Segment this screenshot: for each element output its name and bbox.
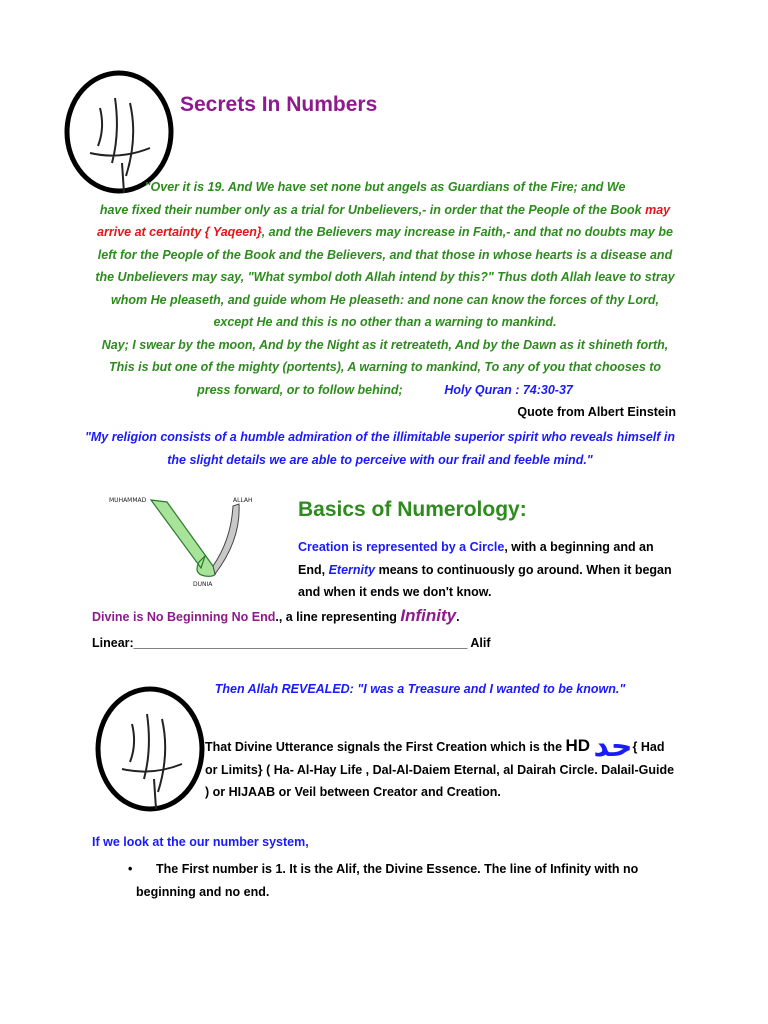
bullet-icon: • bbox=[128, 862, 133, 876]
quote-line: Nay; I swear by the moon, And by the Night as it retreateth, And by the Dawn as it shineth forth, bbox=[101, 337, 669, 352]
quote-line: This is but one of the mighty (portents), A warning to mankind, To any of you that chooses to bbox=[108, 360, 662, 374]
quote-line: the Unbelievers may say, "What symbol doth Allah intend by this?" Thus doth Allah leave to stray bbox=[95, 270, 675, 284]
quote-line: whom He pleaseth, and guide whom He pleaseth: and none can know the forces of thy Lord, bbox=[111, 292, 659, 307]
calligraphy-emblem-icon bbox=[92, 684, 208, 814]
number-system-intro: If we look at the our number system, bbox=[92, 835, 309, 849]
linear-line: Linear:________________________________________________ Alif bbox=[92, 636, 491, 650]
quote-line: except He and this is no other than a warning to mankind. bbox=[213, 315, 557, 329]
utterance-paragraph: That Divine Utterance signals the First Creation which is the HD حد{ Had or Limits} ( Ha- Al-Hay Life , Dal-Al-Daiem Eternal, al Dairah Circle. Dalail-Guide ) or HIJAAB or Veil between Creator and Creation. bbox=[205, 729, 675, 799]
list-item: • The First number is 1. It is the Alif, the Divine Essence. The line of Infinity with no beginning and no end. bbox=[136, 858, 681, 903]
page-title: Secrets In Numbers bbox=[180, 93, 378, 116]
diagram-label-muhammad: MUHAMMAD bbox=[109, 497, 147, 504]
creation-paragraph: Creation is represented by a Circle, with a beginning and an End, Eternity means to continuously go around. When it began and when it ends we don't know. bbox=[298, 540, 672, 599]
quote-line: left for the People of the Book and the Believers, and that those in whose hearts is a disease and bbox=[97, 247, 673, 262]
einstein-quote: "My religion consists of a humble admiration of the illimitable superior spirit who reveals himself in the slight details we are able to perceive with our frail and feeble mind." bbox=[84, 430, 676, 467]
muhammad-allah-diagram bbox=[105, 490, 270, 590]
quote-line: arrive at certainty { Yaqeen}, and the Believers may increase in Faith,- and that no doubts may be bbox=[97, 225, 673, 239]
einstein-label: Quote from Albert Einstein bbox=[517, 405, 676, 419]
revealed-quote: Then Allah REVEALED: "I was a Treasure and I wanted to be known." bbox=[214, 682, 626, 696]
quote-line: "Over it is 19. And We have set none but angels as Guardians of the Fire; and We bbox=[144, 180, 626, 194]
quote-line: press forward, or to follow behind; Holy Quran : 74:30-37 bbox=[197, 382, 573, 397]
diagram-label-dunia: DUNIA bbox=[193, 581, 213, 588]
quote-line: have fixed their number only as a trial for Unbelievers,- in order that the People of the Book may bbox=[99, 202, 671, 217]
divine-paragraph: Divine is No Beginning No End., a line representing Infinity. bbox=[92, 606, 460, 625]
diagram-label-allah: ALLAH bbox=[233, 497, 253, 504]
quran-quote bbox=[75, 176, 695, 401]
quran-citation: Holy Quran : 74:30-37 bbox=[444, 382, 573, 397]
numerology-heading: Basics of Numerology: bbox=[298, 498, 527, 521]
